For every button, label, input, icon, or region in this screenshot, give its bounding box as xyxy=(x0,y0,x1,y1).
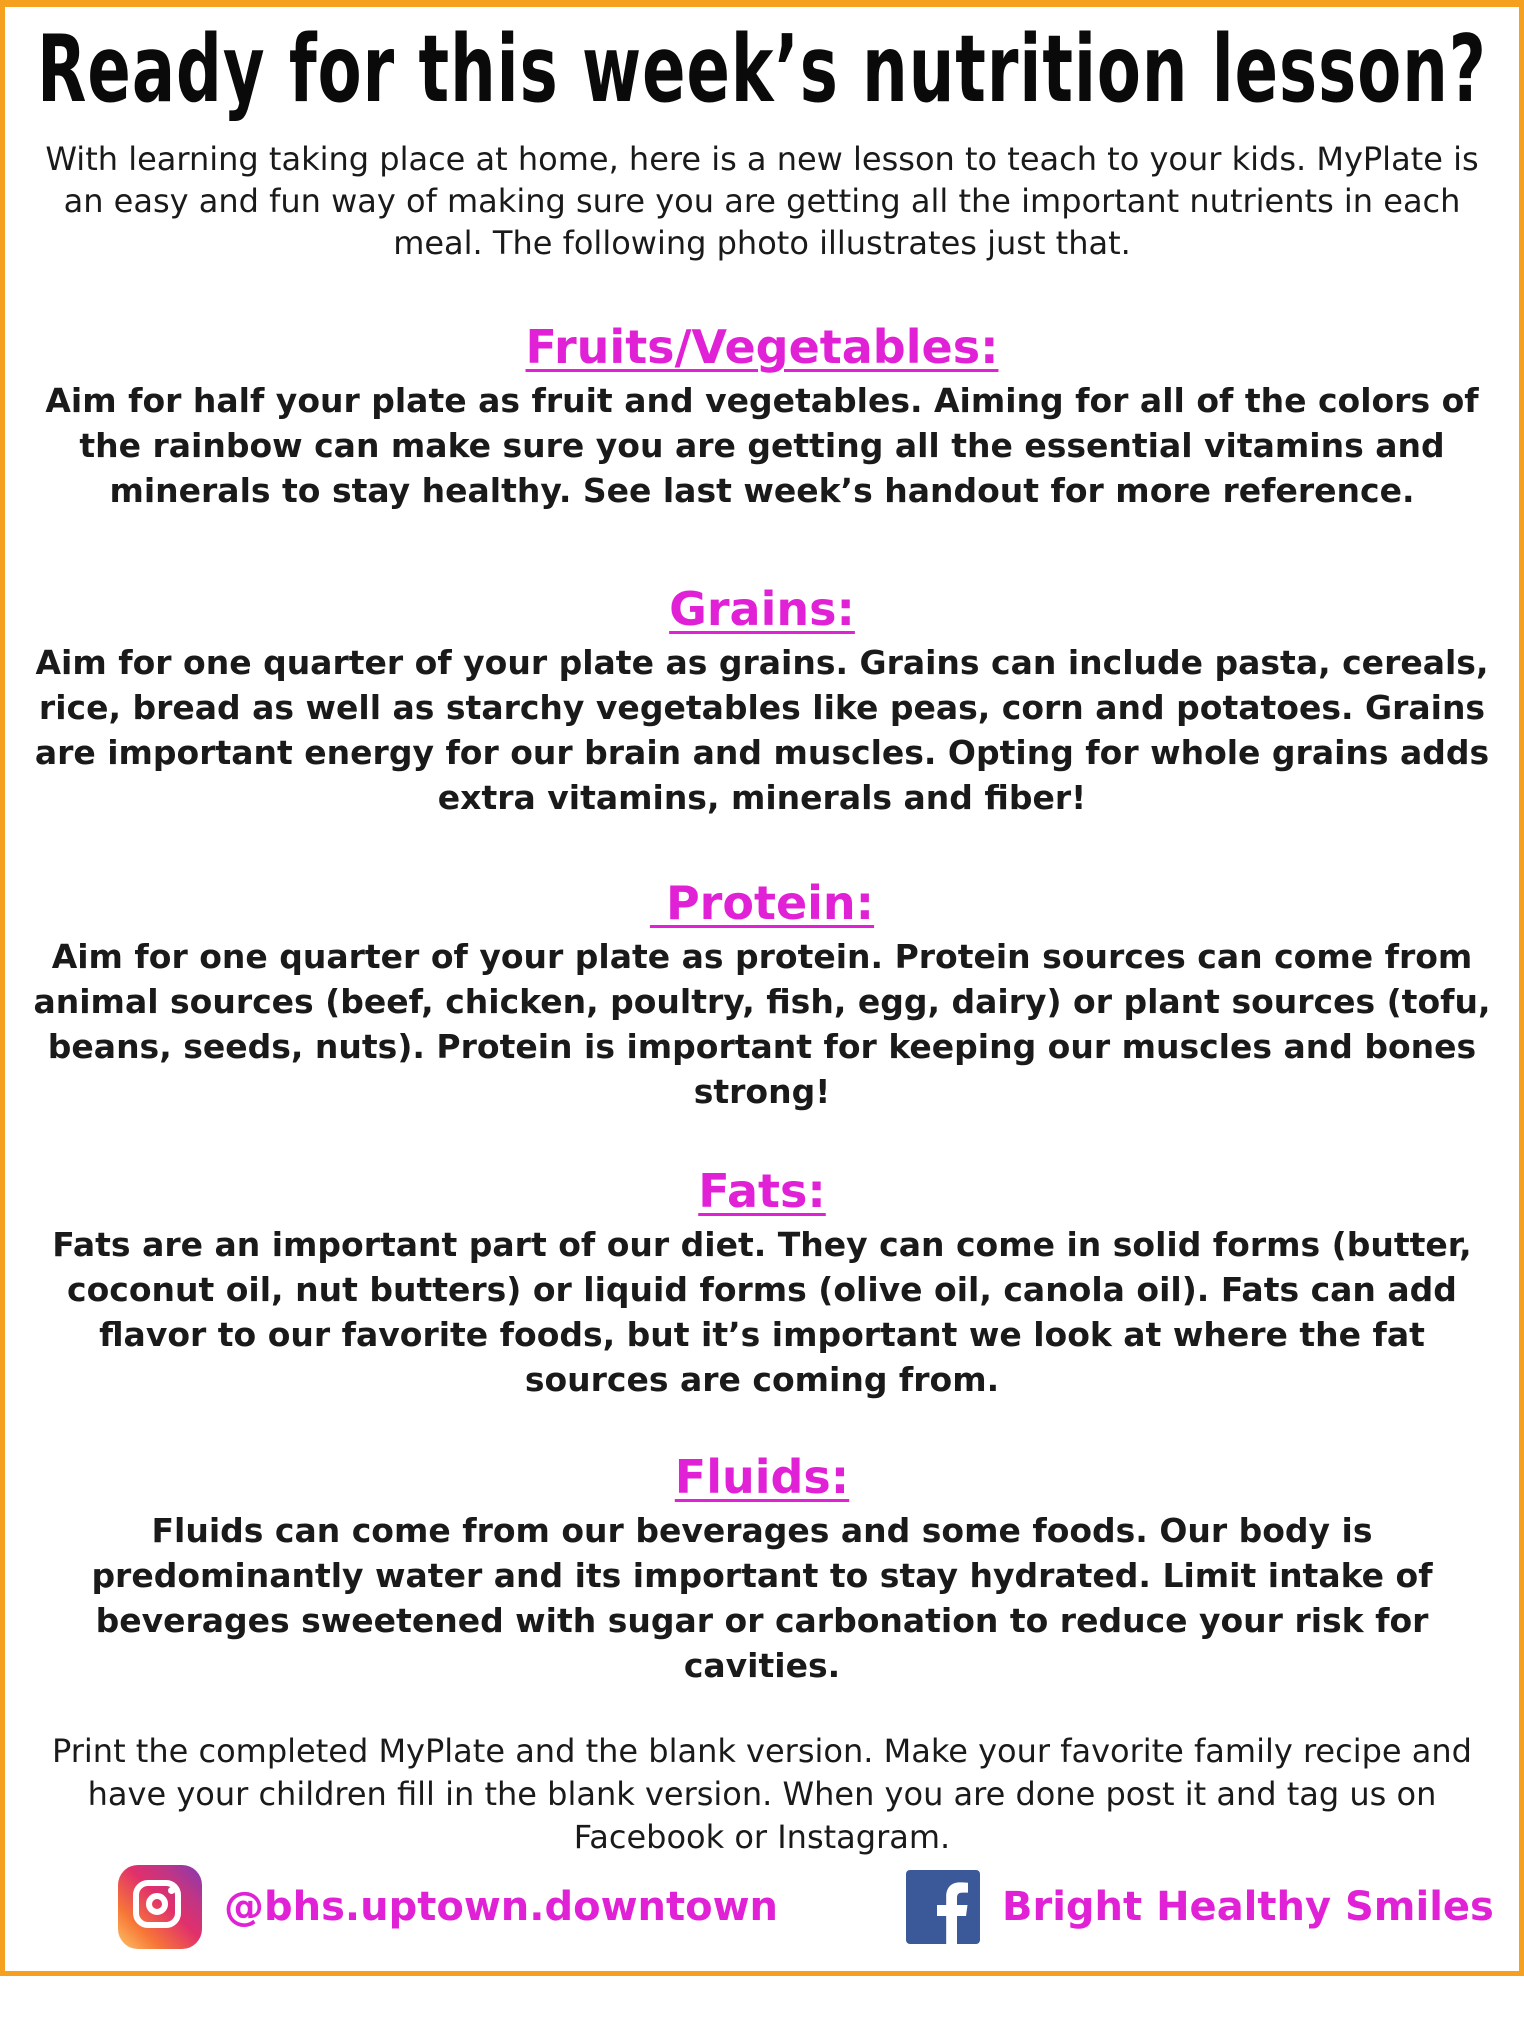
facebook-link[interactable] xyxy=(906,1862,1494,1952)
section-body: Fats are an important part of our diet. They can come in solid forms (butter, coconut oil, nut butters) or liquid forms (olive oil, canola oil). Fats can add flavor to our favorite foods, but it’s important we look at where the fat sources are coming from. xyxy=(52,1225,1472,1399)
section-heading: Fluids: xyxy=(674,1450,850,1504)
intro-paragraph: With learning taking place at home, here is a new lesson to teach to your kids. MyPlate is an easy and fun way of making sure you are getting all the important nutrients in each meal. The following photo illustrates just that. xyxy=(45,140,1479,262)
instagram-icon xyxy=(118,1865,202,1949)
section-body: Fluids can come from our beverages and some foods. Our body is predominantly water and its important to stay hydrated. Limit intake of beverages sweetened with sugar or carbonation to reduce your risk for cavities. xyxy=(91,1511,1433,1685)
page-title: Ready for this week’s nutrition lesson? xyxy=(37,16,1487,125)
section-fluids xyxy=(30,1448,1494,1688)
section-body: Aim for one quarter of your plate as protein. Protein sources can come from animal sources (beef, chicken, poultry, fish, egg, dairy) or plant sources (tofu, beans, seeds, nuts). Protein is important for keeping our muscles and bones strong! xyxy=(33,937,1491,1111)
section-fats xyxy=(30,1162,1494,1402)
section-heading: Protein: xyxy=(649,876,875,930)
section-body: Aim for half your plate as fruit and vegetables. Aiming for all of the colors of the rainbow can make sure you are getting all the essential vitamins and minerals to stay healthy. See last week’s handout for more reference. xyxy=(45,381,1479,510)
section-heading: Grains: xyxy=(669,582,855,636)
section-fruits-vegetables xyxy=(30,318,1494,513)
section-heading: Fruits/Vegetables: xyxy=(525,320,999,374)
section-grains xyxy=(30,580,1494,820)
instagram-link[interactable] xyxy=(118,1862,778,1952)
section-heading: Fats: xyxy=(698,1164,826,1218)
section-body: Aim for one quarter of your plate as grains. Grains can include pasta, cereals, rice, bread as well as starchy vegetables like peas, corn and potatoes. Grains are important energy for our brain and muscles. Opting for whole grains adds extra vitamins, minerals and fiber! xyxy=(34,643,1490,817)
facebook-icon xyxy=(906,1870,980,1944)
closing-paragraph: Print the completed MyPlate and the blank version. Make your favorite family recipe and have your children fill in the blank version. When you are done post it and tag us on Facebook or Instagram. xyxy=(52,1732,1472,1856)
section-protein xyxy=(30,874,1494,1114)
facebook-handle: Bright Healthy Smiles xyxy=(1002,1884,1494,1930)
instagram-handle: @bhs.uptown.downtown xyxy=(224,1884,779,1930)
